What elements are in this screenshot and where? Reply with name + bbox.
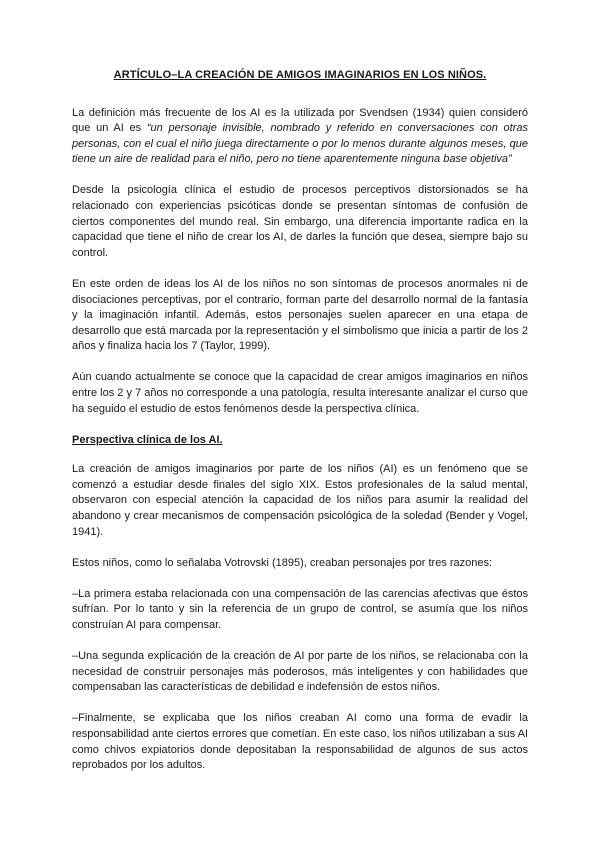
section-heading-clinical-perspective: Perspectiva clínica de los AI. [72,433,223,446]
paragraph-three-reasons: Estos niños, como lo señalaba Votrovski (1895), creaban personajes por tres razones: [72,556,493,569]
paragraph-reason-two: –Una segunda explicación de la creación de AI por parte de los niños, se relacionaba con la necesidad de construir personajes más poderosos, más inteligentes y con habilidades que compensaban las características de debilidad e indefensión de estos niños. [72,650,528,694]
definition-quote: “un personaje invisible, nombrado y referido en conversaciones con otras personas, con el cual el niño juega directamente o por lo menos durante algunos meses, que tiene un aire de realidad para el niño, pero no tiene aparentemente ninguna base objetiva” [72,122,528,166]
paragraph-definition [72,106,528,168]
paragraph-history: La creación de amigos imaginarios por parte de los niños (AI) es un fenómeno que se comenzó a estudiar desde finales del siglo XIX. Estos profesionales de la salud mental, observaron con especial atención la capacidad de los niños para asumir la realidad del abandono y crear mecanismos de compensación psicológica de la soledad (Bender y Vogel, 1941). [72,463,528,538]
definition-intro: La definición más frecuente de los AI es la utilizada por Svendsen (1934) quien consideró que un AI es [72,106,528,135]
paragraph-normal-development: En este orden de ideas los AI de los niños no son síntomas de procesos anormales ni de disociaciones perceptivas, por el contrario, forman parte del desarrollo normal de la fantasía y la imaginación infantil. Además, estos personajes suelen aparecer en una etapa de desarrollo que está marcada por la representación y el simbolismo que inicia a partir de los 2 años y finaliza hacia los 7 (Taylor, 1999). [72,277,528,353]
paragraph-reason-one: –La primera estaba relacionada con una compensación de las carencias afectivas que éstos sufrían. Por lo tanto y sin la referencia de un grupo de control, se asumía que los niños construían AI para compensar. [72,587,528,632]
paragraph-clinical-psychology: Desde la psicología clínica el estudio de procesos perceptivos distorsionados se ha relacionado con experiencias psicóticas donde se presentan síntomas de confusión de ciertos componentes del mundo real. Sin embargo, una diferencia importante radica en la capacidad que tiene el niño de crear los AI, de darles la función que desea, siempre bajo su control. [72,184,528,259]
paragraph-reason-three: –Finalmente, se explicaba que los niños creaban AI como una forma de evadir la responsabilidad ante ciertos errores que cometían. En este caso, los niños utilizaban a sus AI como chivos expiatorios donde depositaban la responsabilidad de algunos de sus actos reprobados por los adultos. [72,712,528,772]
paragraph-clinical-perspective-intro: Aún cuando actualmente se conoce que la capacidad de crear amigos imaginarios en niños entre los 2 y 7 años no corresponde a una patología, resulta interesante analizar el curso que ha seguido el estudio de estos fenómenos desde la perspectiva clínica. [72,371,528,415]
document-page [72,68,528,789]
article-title: ARTÍCULO–LA CREACIÓN DE AMIGOS IMAGINARIOS EN LOS NIÑOS. [113,69,487,81]
